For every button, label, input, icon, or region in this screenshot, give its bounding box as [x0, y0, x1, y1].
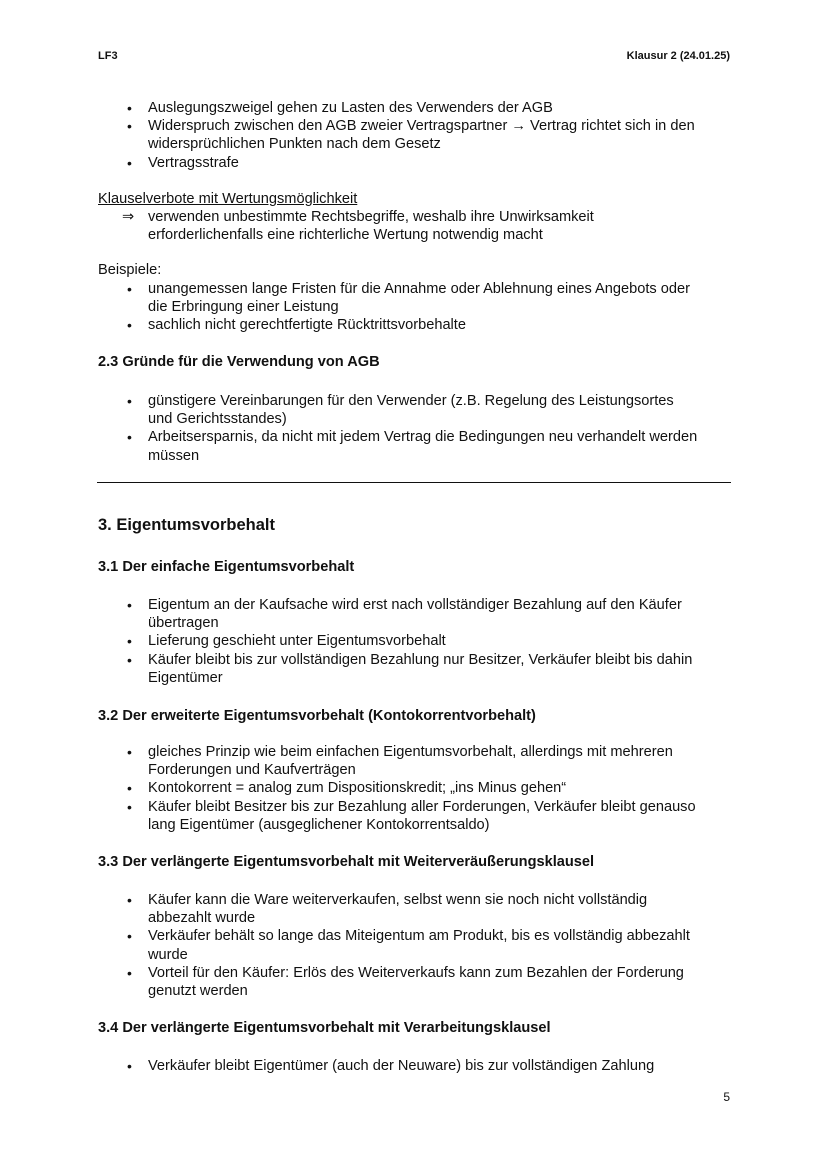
header-exam: Klausur 2 (24.01.25) [626, 50, 730, 62]
heading-3-1: 3.1 Der einfache Eigentumsvorbehalt [98, 559, 355, 575]
list-item-line: Käufer bleibt bis zur vollständigen Bezahlung nur Besitzer, Verkäufer bleibt bis dahin [148, 651, 693, 668]
klausel-line: verwenden unbestimmte Rechtsbegriffe, weshalb ihre Unwirksamkeit [148, 209, 594, 225]
list-item-line: günstigere Vereinbarungen für den Verwender (z.B. Regelung des Leistungsortes [148, 393, 674, 409]
klausel-title-text: Klauselverbote mit Wertungsmöglichkeit [98, 191, 358, 207]
list-item-line: Käufer kann die Ware weiterverkaufen, selbst wenn sie noch nicht vollständig [148, 892, 648, 908]
list-item-line: Vertragsstrafe [148, 154, 239, 171]
list-item-line: Käufer bleibt Besitzer bis zur Bezahlung aller Forderungen, Verkäufer bleibt genauso [148, 798, 696, 815]
list-item-line: die Erbringung einer Leistung [148, 299, 339, 316]
list-item-line: wurde [148, 946, 188, 963]
heading-2-3: 2.3 Gründe für die Verwendung von AGB [98, 354, 380, 370]
heading-3-4: 3.4 Der verlängerte Eigentumsvorbehalt mit Verarbeitungsklausel [98, 1020, 551, 1036]
heading-3-2: 3.2 Der erweiterte Eigentumsvorbehalt (Kontokorrentvorbehalt) [98, 708, 536, 724]
list-item-line: übertragen [148, 615, 219, 632]
list-item-line: abbezahlt wurde [148, 910, 256, 927]
section-divider [97, 482, 731, 483]
list-item-line: Kontokorrent = analog zum Dispositionskredit; „ins Minus gehen“ [148, 780, 567, 797]
bullet-icon: • [127, 744, 132, 760]
list-item-line: genutzt werden [148, 983, 248, 999]
bullet-icon: • [127, 118, 132, 135]
list-item-line: Arbeitsersparnis, da nicht mit jedem Vertrag die Bedingungen neu verhandelt werden [148, 429, 698, 446]
bullet-icon: • [127, 597, 132, 613]
klausel-title [98, 190, 357, 208]
klausel-line: erforderlichenfalls eine richterliche Wertung notwendig macht [148, 227, 543, 243]
list-item-line: widersprüchlichen Punkten nach dem Gesetz [148, 136, 441, 153]
header-course: LF3 [98, 50, 118, 62]
bullet-icon: • [127, 429, 132, 446]
bullet-icon: • [127, 780, 132, 797]
bullet-icon: • [127, 892, 132, 908]
bullet-icon: • [127, 964, 132, 981]
list-item-line: Vorteil für den Käufer: Erlös des Weiterverkaufs kann zum Bezahlen der Forderung [148, 964, 684, 981]
list-item-line: sachlich nicht gerechtfertigte Rücktrittsvorbehalte [148, 317, 466, 334]
list-item-line: Eigentümer [148, 669, 223, 686]
page-number: 5 [723, 1090, 730, 1104]
list-item-line: Lieferung geschieht unter Eigentumsvorbehalt [148, 633, 446, 650]
bullet-icon: • [127, 154, 132, 171]
list-item-line: Auslegungszweigel gehen zu Lasten des Verwenders der AGB [148, 100, 553, 116]
bullet-icon: • [127, 798, 132, 815]
bullet-icon: • [127, 100, 132, 116]
list-item-line: Verkäufer behält so lange das Miteigentum am Produkt, bis es vollständig abbezahlt [148, 928, 690, 945]
implies-arrow-icon: ⇒ [122, 209, 135, 225]
list-item-line: unangemessen lange Fristen für die Annahme oder Ablehnung eines Angebots oder [148, 281, 690, 297]
list-item-line: Forderungen und Kaufverträgen [148, 762, 356, 779]
list-item-line: lang Eigentümer (ausgeglichener Kontokorrentsaldo) [148, 816, 490, 833]
list-item-line: Verkäufer bleibt Eigentümer (auch der Neuware) bis zur vollständigen Zahlung [148, 1058, 655, 1074]
bullet-icon: • [127, 393, 132, 409]
bullet-icon: • [127, 317, 132, 334]
heading-3: 3. Eigentumsvorbehalt [98, 516, 275, 534]
bullet-icon: • [127, 651, 132, 668]
bullet-icon: • [127, 281, 132, 297]
heading-3-3: 3.3 Der verlängerte Eigentumsvorbehalt mit Weiterveräußerungsklausel [98, 854, 595, 870]
list-item-line: und Gerichtsstandes) [148, 411, 287, 428]
list-item-line: Eigentum an der Kaufsache wird erst nach vollständiger Bezahlung auf den Käufer [148, 597, 682, 613]
list-item-line: Widerspruch zwischen den AGB zweier Vertragspartner → Vertrag richtet sich in den [148, 118, 695, 135]
beispiele-label: Beispiele: [98, 262, 162, 278]
list-item-line: müssen [148, 447, 200, 464]
bullet-icon: • [127, 928, 132, 945]
list-item-line: gleiches Prinzip wie beim einfachen Eigentumsvorbehalt, allerdings mit mehreren [148, 744, 673, 760]
bullet-icon: • [127, 633, 132, 650]
bullet-icon: • [127, 1058, 132, 1074]
